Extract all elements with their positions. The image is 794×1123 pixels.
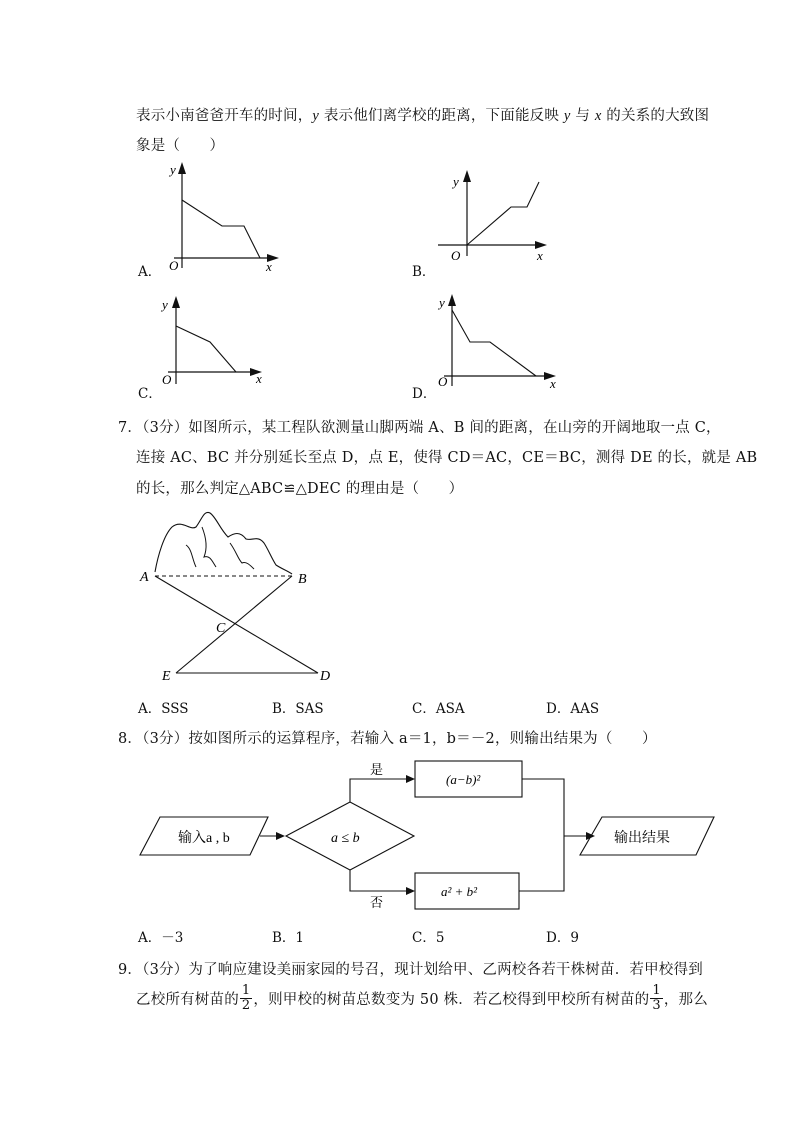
q6-option-b-label: B． bbox=[412, 264, 436, 280]
q7-option-d: D．AAS bbox=[546, 701, 600, 717]
mountain-shape bbox=[155, 512, 292, 574]
q6-option-d-label: D． bbox=[412, 386, 437, 402]
q6-graph-a bbox=[160, 160, 280, 275]
q6-graph-d bbox=[436, 290, 566, 390]
q9-text-c: ，那么 bbox=[663, 992, 708, 1008]
flow-no-label: 否 bbox=[370, 895, 384, 910]
q7-option-b: B．SAS bbox=[272, 701, 324, 717]
q9-stem-line2 bbox=[136, 984, 708, 1013]
frac2-den: 3 bbox=[652, 998, 661, 1013]
q6-var-x: x bbox=[594, 108, 602, 124]
q8-option-b: B．1 bbox=[272, 930, 305, 946]
q6c-origin-label: O bbox=[162, 372, 172, 387]
point-e-label: E bbox=[162, 669, 171, 684]
q6-option-c-label: C． bbox=[138, 386, 162, 402]
q6a-y-label: y bbox=[170, 162, 176, 177]
flow-yes-label: 是 bbox=[370, 762, 384, 777]
frac1-num: 1 bbox=[241, 983, 251, 998]
q6a-origin-label: O bbox=[169, 258, 179, 273]
q9-stem-line1: 9．（3分）为了响应建设美丽家园的号召，现计划给甲、乙两校各若干株树苗．若甲校得到 bbox=[118, 962, 703, 978]
flow-input-text: 输入a , b bbox=[178, 831, 230, 846]
q6c-y-label: y bbox=[162, 297, 168, 312]
flow-yes-box-text: (a−b)² bbox=[446, 772, 481, 787]
q8-stem-line1: 8．（3分）按如图所示的运算程序，若输入 a＝1，b＝－2，则输出结果为（ ） bbox=[118, 731, 657, 747]
q6-option-a-label: A． bbox=[138, 264, 162, 280]
q6-stem-text-a: 表示小南爸爸开车的时间， bbox=[136, 108, 313, 124]
q7-option-a: A．SSS bbox=[138, 701, 189, 717]
q8-option-d: D．9 bbox=[546, 930, 579, 946]
q8-option-c: C．5 bbox=[412, 930, 445, 946]
q7-stem-line2: 连接 AC、BC 并分别延长至点 D，点 E，使得 CD＝AC，CE＝BC，测得 DE 的长，就是 AB bbox=[136, 450, 758, 466]
point-d-label: D bbox=[320, 669, 331, 684]
q6b-origin-label: O bbox=[451, 248, 461, 263]
q6-graph-c bbox=[158, 292, 278, 387]
q8-flowchart bbox=[138, 755, 718, 915]
q7-mountain-figure bbox=[138, 505, 338, 685]
q7-stem-line3: 的长，那么判定△ABC≌△DEC 的理由是（ ） bbox=[136, 481, 464, 497]
q6d-origin-label: O bbox=[438, 374, 448, 389]
q6-stem-line1 bbox=[136, 104, 709, 125]
flow-condition-text: a ≤ b bbox=[331, 831, 360, 846]
frac2-num: 1 bbox=[652, 983, 661, 998]
q7-stem-line1: 7．（3分）如图所示，某工程队欲测量山脚两端 A、B 间的距离，在山旁的开阔地取一点 C， bbox=[118, 420, 721, 436]
q6b-y-label: y bbox=[453, 174, 459, 189]
point-c-label: C bbox=[216, 621, 226, 636]
q8-option-a: A．－3 bbox=[138, 930, 184, 946]
q9-fraction-third bbox=[650, 984, 662, 1013]
q6-var-y2: y bbox=[563, 108, 571, 124]
q6c-x-label: x bbox=[256, 371, 262, 386]
q6-graph-b bbox=[435, 168, 565, 263]
q6-var-y: y bbox=[312, 108, 320, 124]
q9-text-a: 乙校所有树苗的 bbox=[136, 992, 239, 1008]
q7-option-c: C．ASA bbox=[412, 701, 465, 717]
q9-text-b: ，则甲校的树苗总数变为 50 株．若乙校得到甲校所有树苗的 bbox=[253, 992, 650, 1008]
q6-stem-text-c: 与 bbox=[570, 108, 595, 124]
q6-stem-line2: 象是（ ） bbox=[136, 138, 225, 154]
q6d-x-label: x bbox=[550, 376, 556, 391]
q6b-x-label: x bbox=[537, 248, 543, 263]
q6a-x-label: x bbox=[266, 259, 272, 274]
q6d-y-label: y bbox=[439, 295, 445, 310]
q6-stem-text-d: 的关系的大致图 bbox=[601, 108, 710, 124]
point-b-label: B bbox=[298, 572, 307, 587]
frac1-den: 2 bbox=[241, 998, 251, 1013]
q9-fraction-half bbox=[240, 984, 252, 1013]
q6-stem-text-b: 表示他们离学校的距离，下面能反映 bbox=[319, 108, 564, 124]
flow-output-text: 输出结果 bbox=[614, 831, 670, 846]
point-a-label: A bbox=[140, 570, 149, 585]
flow-no-box-text: a² + b² bbox=[441, 884, 478, 899]
